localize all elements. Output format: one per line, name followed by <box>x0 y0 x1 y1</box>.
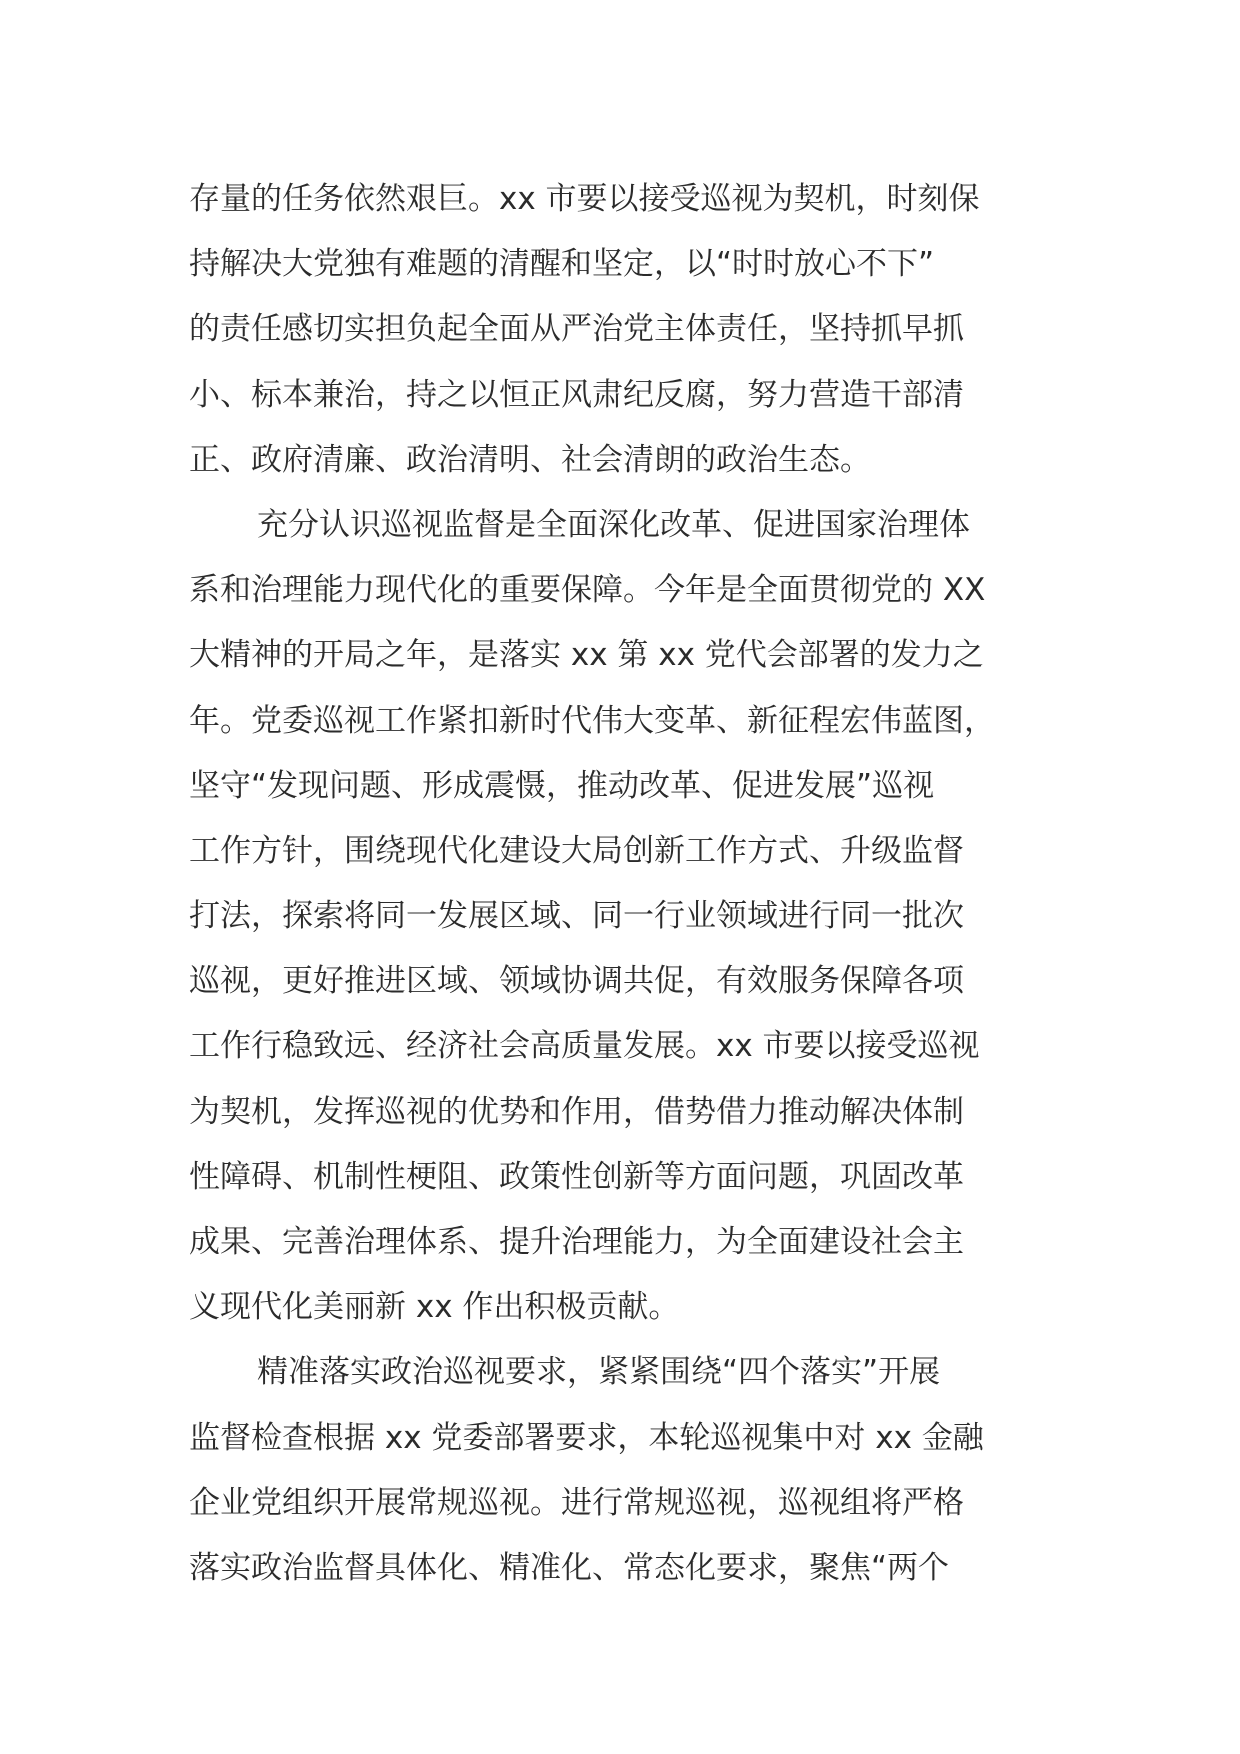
document-body <box>189 167 1051 1601</box>
text-line: 精准落实政治巡视要求，紧紧围绕“四个落实”开展 <box>257 1354 941 1391</box>
text-line: 充分认识巡视监督是全面深化改革、促进国家治理体 <box>257 506 970 543</box>
paragraph-1 <box>189 167 1051 493</box>
text-line: 坚守“发现问题、形成震慑，推动改革、促进发展”巡视 <box>189 767 935 804</box>
text-line: 正、政府清廉、政治清明、社会清朗的政治生态。 <box>189 441 871 478</box>
text-line: 性障碍、机制性梗阻、政策性创新等方面问题，巩固改革 <box>189 1158 964 1195</box>
text-line: 系和治理能力现代化的重要保障。今年是全面贯彻党的 XX <box>189 572 986 609</box>
text-line: 监督检查根据 xx 党委部署要求，本轮巡视集中对 xx 金融 <box>189 1419 984 1456</box>
text-line: 存量的任务依然艰巨。xx 市要以接受巡视为契机，时刻保 <box>189 181 980 217</box>
text-line: 年。党委巡视工作紧扣新时代伟大变革、新征程宏伟蓝图， <box>189 702 995 739</box>
text-line: 成果、完善治理体系、提升治理能力，为全面建设社会主 <box>189 1224 964 1260</box>
text-line: 打法，探索将同一发展区域、同一行业领域进行同一批次 <box>189 898 964 935</box>
text-line: 落实政治监督具体化、精准化、常态化要求，聚焦“两个 <box>189 1549 950 1586</box>
text-line: 工作方针，围绕现代化建设大局创新工作方式、升级监督 <box>189 832 964 869</box>
text-line: 持解决大党独有难题的清醒和坚定，以“时时放心不下” <box>189 246 935 283</box>
text-line: 大精神的开局之年，是落实 xx 第 xx 党代会部署的发力之 <box>189 637 984 674</box>
text-line: 工作行稳致远、经济社会高质量发展。xx 市要以接受巡视 <box>189 1028 980 1065</box>
text-line: 义现代化美丽新 xx 作出积极贡献。 <box>189 1289 680 1326</box>
text-line: 为契机，发挥巡视的优势和作用，借势借力推动解决体制 <box>189 1093 964 1130</box>
paragraph-3 <box>189 1340 1051 1601</box>
text-line: 小、标本兼治，持之以恒正风肃纪反腐，努力营造干部清 <box>189 376 964 413</box>
paragraph-2 <box>189 493 1051 1340</box>
text-line: 巡视，更好推进区域、领域协调共促，有效服务保障各项 <box>189 963 964 1000</box>
text-line: 的责任感切实担负起全面从严治党主体责任，坚持抓早抓 <box>189 311 964 348</box>
text-line: 企业党组织开展常规巡视。进行常规巡视，巡视组将严格 <box>189 1484 964 1521</box>
